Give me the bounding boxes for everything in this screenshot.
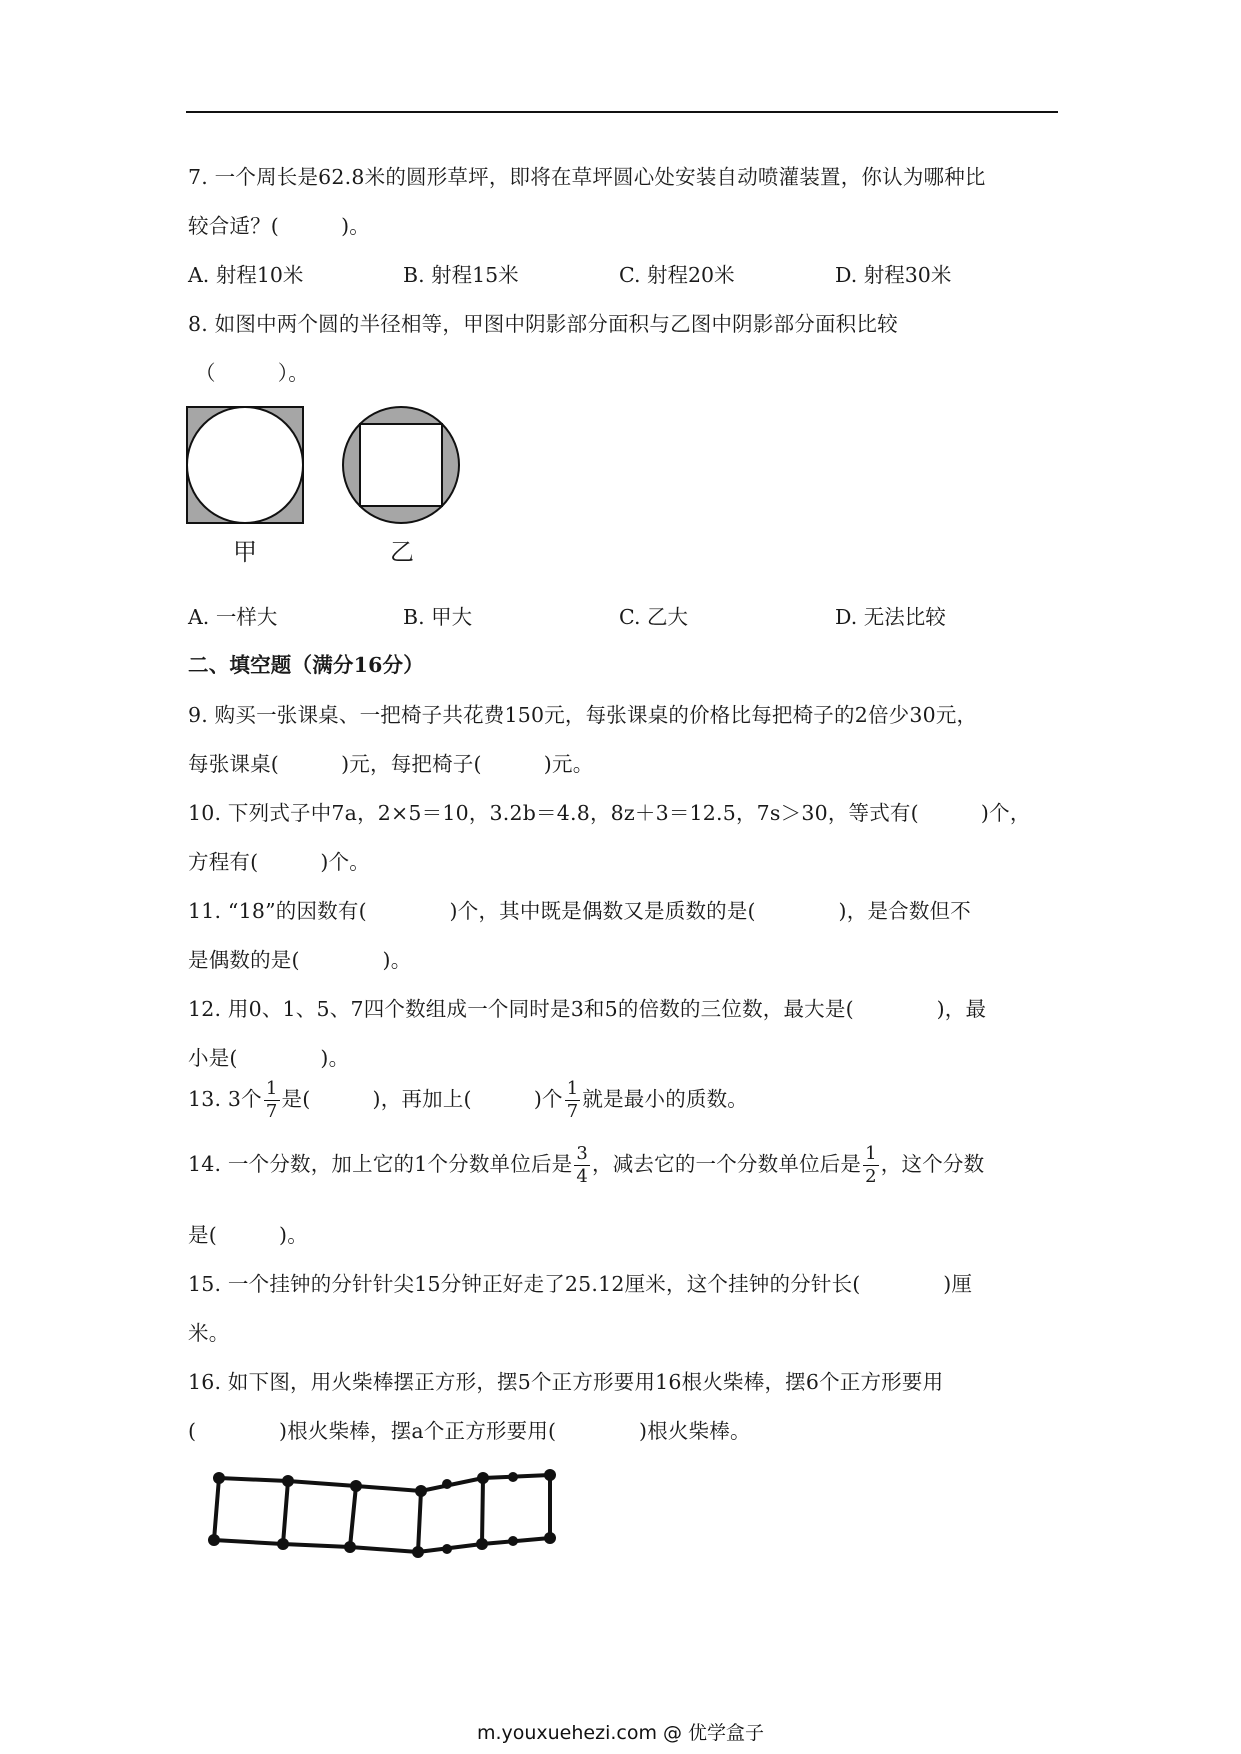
q14-fraction-2-numerator: 1 bbox=[865, 1143, 877, 1164]
figure-yi bbox=[342, 406, 462, 526]
q14-text-2: ，减去它的一个分数单位后是 bbox=[592, 1152, 862, 1176]
q14-text-1: 14. 一个分数，加上它的1个分数单位后是 bbox=[188, 1152, 573, 1176]
q12-line2: 小是( )。 bbox=[188, 1046, 350, 1070]
q9-line2: 每张课桌( )元，每把椅子( )元。 bbox=[188, 752, 594, 776]
figure-label-jia: 甲 bbox=[233, 538, 257, 566]
q15-line2: 米。 bbox=[188, 1321, 230, 1345]
q13-fraction-1-numerator: 1 bbox=[265, 1078, 278, 1099]
q8-option-b: B. 甲大 bbox=[403, 605, 473, 629]
q7-option-c: C. 射程20米 bbox=[619, 263, 735, 287]
q7-option-a: A. 射程10米 bbox=[188, 263, 304, 287]
q7-line2: 较合适？( )。 bbox=[188, 214, 370, 238]
q13-text-3: 就是最小的质数。 bbox=[582, 1087, 748, 1111]
matchstick-figure bbox=[200, 1468, 560, 1578]
figure-jia bbox=[186, 406, 306, 526]
q13-text-1: 13. 3个 bbox=[188, 1087, 262, 1111]
q13-fraction-2 bbox=[565, 1080, 581, 1121]
q13-fraction-1-denominator: 7 bbox=[265, 1101, 278, 1122]
q13-text-2: 是( )，再加上( )个 bbox=[281, 1087, 563, 1111]
q9-line1: 9. 购买一张课桌、一把椅子共花费150元，每张课桌的价格比每把椅子的2倍少30元， bbox=[188, 703, 978, 727]
q13-fraction-2-denominator: 7 bbox=[566, 1101, 579, 1122]
q14-fraction-1 bbox=[574, 1145, 590, 1186]
q14-fraction-2-denominator: 2 bbox=[865, 1166, 877, 1187]
q14-line1 bbox=[188, 1145, 984, 1186]
q13-fraction-1 bbox=[264, 1080, 280, 1121]
q14-fraction-1-denominator: 4 bbox=[576, 1166, 589, 1187]
q14-text-3: ，这个分数 bbox=[880, 1152, 985, 1176]
q7-line1: 7. 一个周长是62.8米的圆形草坪，即将在草坪圆心处安装自动喷灌装置，你认为哪种比 bbox=[188, 165, 986, 189]
q16-line2: ( )根火柴棒，摆a个正方形要用( )根火柴棒。 bbox=[188, 1419, 751, 1443]
q15-line1: 15. 一个挂钟的分针针尖15分钟正好走了25.12厘米，这个挂钟的分针长( )厘 bbox=[188, 1272, 973, 1296]
q12-line1: 12. 用0、1、5、7四个数组成一个同时是3和5的倍数的三位数，最大是( )，最 bbox=[188, 997, 987, 1021]
q13-line bbox=[188, 1080, 748, 1121]
section-title: 二、填空题（满分16分） bbox=[188, 653, 424, 677]
q8-option-d: D. 无法比较 bbox=[835, 605, 946, 629]
q14-fraction-2 bbox=[863, 1145, 879, 1186]
q11-line1: 11. “18”的因数有( )个，其中既是偶数又是质数的是( )，是合数但不 bbox=[188, 899, 971, 923]
q11-line2: 是偶数的是( )。 bbox=[188, 948, 412, 972]
q7-option-d: D. 射程30米 bbox=[835, 263, 952, 287]
footer-watermark: m.youxuehezi.com @ 优学盒子 bbox=[476, 1722, 765, 1744]
q8-option-c: C. 乙大 bbox=[619, 605, 688, 629]
q8-option-a: A. 一样大 bbox=[188, 605, 278, 629]
q7-option-b: B. 射程15米 bbox=[403, 263, 519, 287]
q13-fraction-2-numerator: 1 bbox=[566, 1078, 579, 1099]
q10-line2: 方程有( )个。 bbox=[188, 850, 370, 874]
q8-line1: 8. 如图中两个圆的半径相等，甲图中阴影部分面积与乙图中阴影部分面积比较 bbox=[188, 312, 898, 336]
q14-fraction-1-numerator: 3 bbox=[576, 1143, 589, 1164]
q8-line2: （ ）。 bbox=[195, 361, 309, 385]
header-rule bbox=[186, 111, 1058, 113]
q16-line1: 16. 如下图，用火柴棒摆正方形，摆5个正方形要用16根火柴棒，摆6个正方形要用 bbox=[188, 1370, 944, 1394]
q10-line1: 10. 下列式子中7a，2×5＝10，3.2b＝4.8，8z＋3＝12.5，7s＞30，等式有( )个， bbox=[188, 801, 1031, 825]
q14-line2: 是( )。 bbox=[188, 1223, 308, 1247]
figure-label-yi: 乙 bbox=[390, 538, 414, 566]
